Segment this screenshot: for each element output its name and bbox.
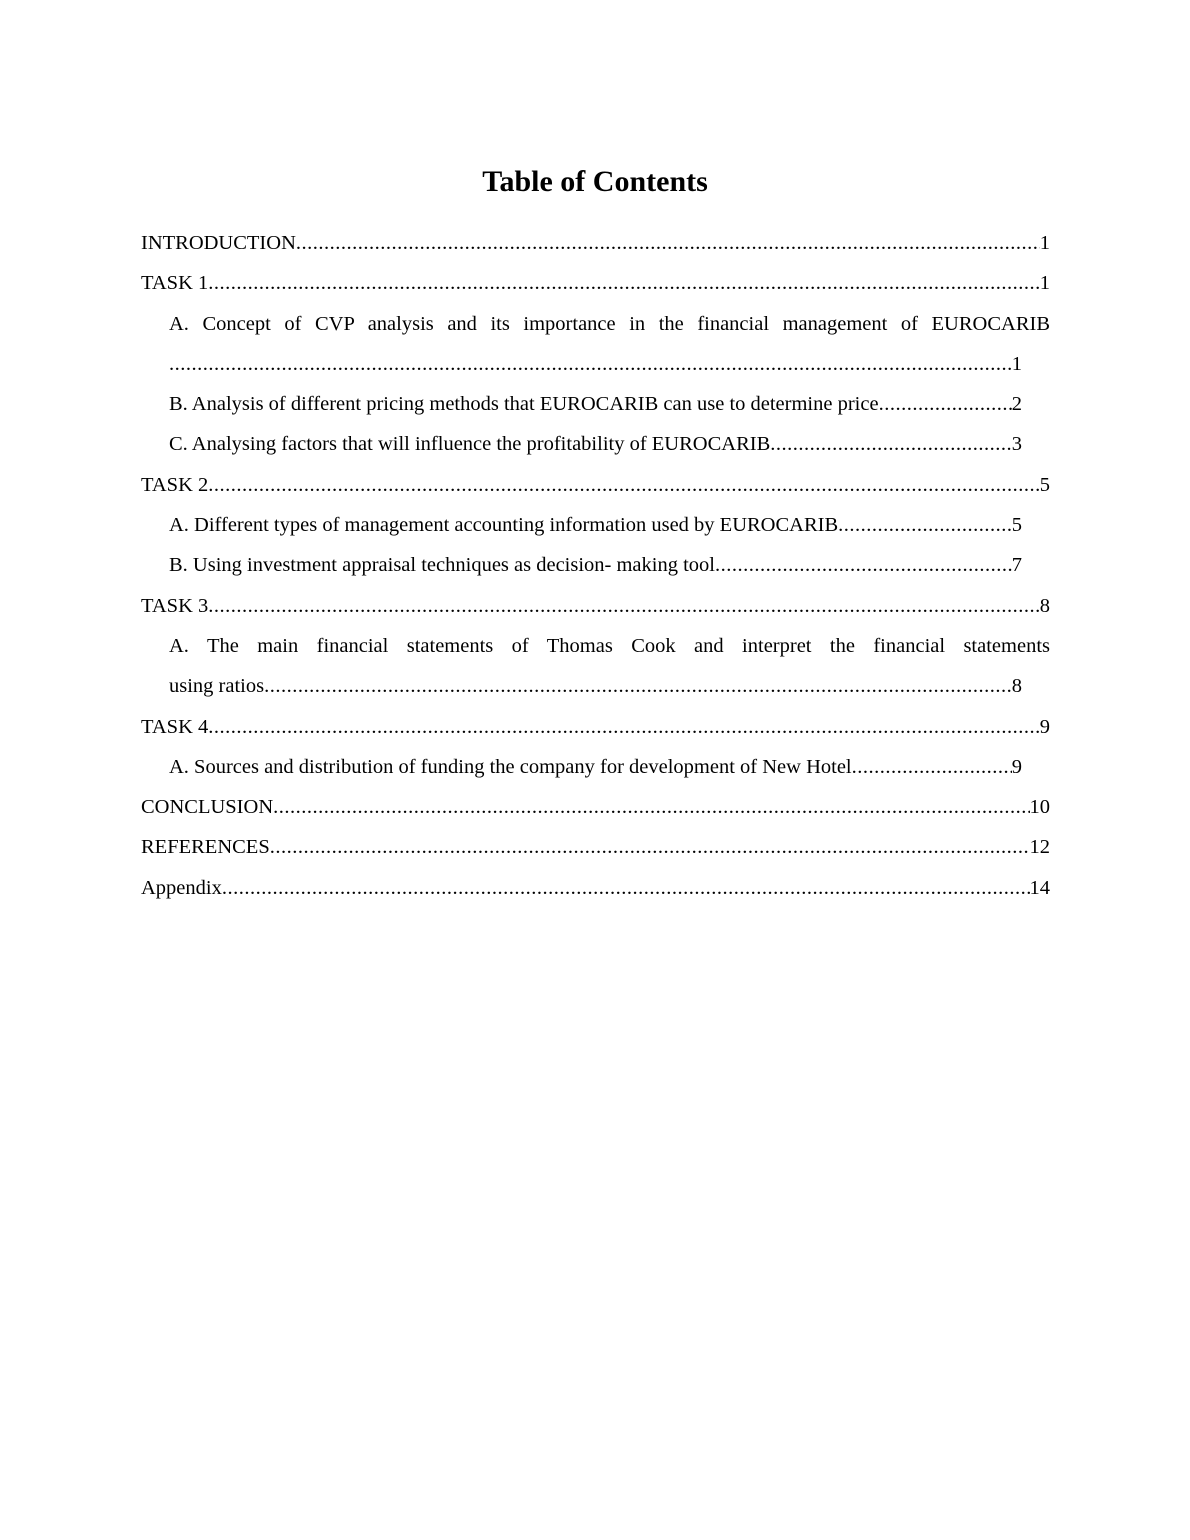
toc-entry-task-1a-continued[interactable] <box>169 344 1022 384</box>
toc-list <box>141 223 1050 908</box>
toc-entry-task-2[interactable] <box>141 465 1050 505</box>
toc-entry-label: A. Sources and distribution of funding the company for development of New Hotel <box>169 755 852 778</box>
toc-page-number: 12 <box>1029 836 1050 859</box>
toc-leader-dots <box>770 424 1012 464</box>
toc-page-number: 3 <box>1011 433 1022 456</box>
toc-entry-task-3[interactable] <box>141 586 1050 626</box>
toc-entry-task-2b[interactable] <box>169 545 1022 585</box>
toc-page-number: 1 <box>1011 352 1022 375</box>
toc-entry-task-1[interactable] <box>141 263 1050 303</box>
toc-page-number: 2 <box>1011 393 1022 416</box>
toc-entry-label: A. The main financial statements of Thomas Cook and interpret the financial statements <box>169 634 1050 657</box>
toc-entry-task-3a-continued[interactable] <box>169 666 1022 706</box>
toc-leader-dots <box>208 263 1039 303</box>
toc-page-number: 9 <box>1011 755 1022 778</box>
toc-entry-task-4[interactable] <box>141 707 1050 747</box>
toc-entry-label: A. Different types of management accounting information used by EUROCARIB <box>169 514 839 537</box>
toc-entry-task-1a[interactable] <box>169 304 1050 344</box>
toc-entry-introduction[interactable] <box>141 223 1050 263</box>
toc-entry-label: INTRODUCTION <box>141 232 296 254</box>
toc-page-number: 7 <box>1011 554 1022 577</box>
toc-page-number: 1 <box>1039 232 1050 254</box>
toc-leader-dots <box>273 787 1029 827</box>
toc-entry-appendix[interactable] <box>141 868 1050 908</box>
toc-leader-dots <box>852 747 1012 787</box>
toc-leader-dots <box>208 586 1039 626</box>
toc-leader-dots <box>879 384 1012 424</box>
toc-page-number: 14 <box>1029 876 1050 899</box>
toc-page-number: 10 <box>1029 796 1050 819</box>
toc-page-number: 9 <box>1039 715 1050 738</box>
toc-leader-dots <box>838 505 1012 545</box>
toc-leader-dots <box>208 465 1039 505</box>
toc-entry-label: TASK 4 <box>141 715 209 738</box>
toc-entry-label: TASK 2 <box>141 473 209 496</box>
toc-leader-dots <box>264 666 1012 706</box>
toc-page-number: 5 <box>1011 514 1022 537</box>
toc-entry-label: using ratios <box>169 675 265 698</box>
toc-entry-conclusion[interactable] <box>141 787 1050 827</box>
toc-entry-label: TASK 3 <box>141 594 209 617</box>
toc-entry-label: TASK 1 <box>141 272 209 295</box>
toc-entry-label: Appendix <box>141 876 222 899</box>
toc-entry-label: C. Analysing factors that will influence the profitability of EUROCARIB <box>169 433 771 456</box>
toc-page-number: 8 <box>1039 594 1050 617</box>
toc-entry-task-3a[interactable] <box>169 626 1050 666</box>
toc-entry-label: REFERENCES <box>141 836 270 859</box>
toc-page-number: 8 <box>1011 675 1022 698</box>
toc-leader-dots <box>296 223 1040 263</box>
toc-leader-dots <box>208 707 1039 747</box>
toc-page-number: 1 <box>1039 272 1050 295</box>
toc-entry-references[interactable] <box>141 827 1050 867</box>
toc-leader-dots <box>270 827 1030 867</box>
page-title: Table of Contents <box>482 165 708 198</box>
toc-entry-label: B. Using investment appraisal techniques as decision- making tool <box>169 554 715 577</box>
toc-leader-dots <box>715 545 1012 585</box>
toc-entry-label: CONCLUSION <box>141 796 274 819</box>
toc-leader-dots <box>222 868 1030 908</box>
toc-entry-label: A. Concept of CVP analysis and its importance in the financial management of EUROCARIB <box>169 312 1050 335</box>
toc-page-number: 5 <box>1039 473 1050 496</box>
toc-entry-task-1c[interactable] <box>169 424 1022 464</box>
toc-entry-task-2a[interactable] <box>169 505 1022 545</box>
toc-entry-task-1b[interactable] <box>169 384 1022 424</box>
toc-entry-task-4a[interactable] <box>169 747 1022 787</box>
toc-leader-dots <box>169 344 1012 384</box>
toc-entry-label: B. Analysis of different pricing methods that EUROCARIB can use to determine price <box>169 393 879 416</box>
